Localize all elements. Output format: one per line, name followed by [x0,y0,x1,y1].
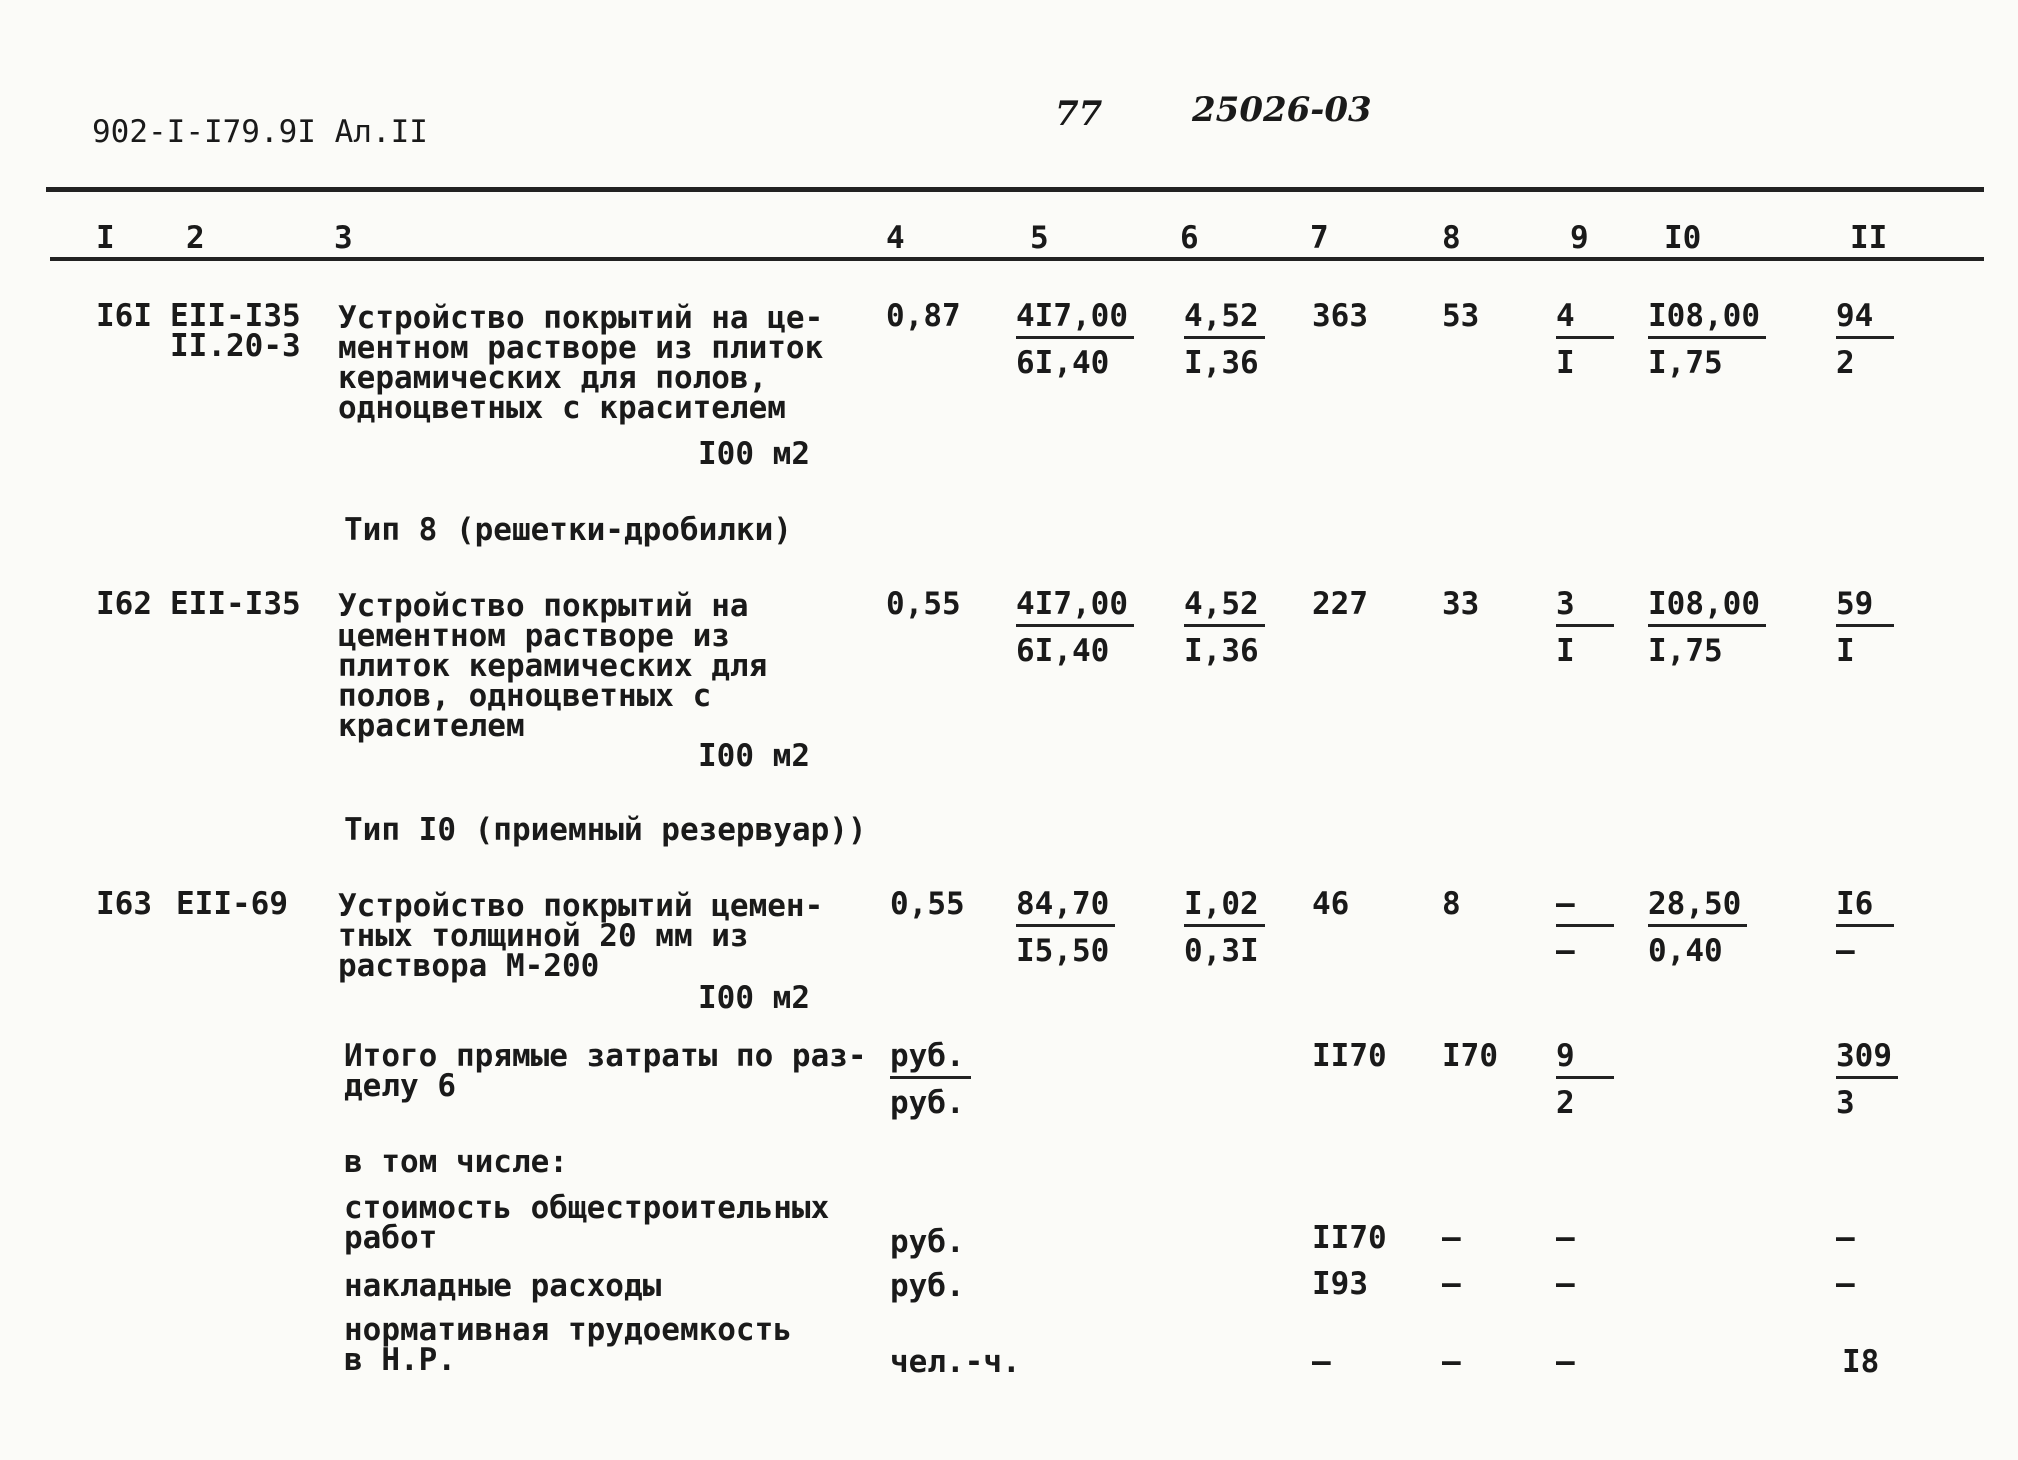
cell-col8: 8 [1442,886,1461,922]
subtotal-unit: руб. [890,1224,965,1260]
col-header-10: I0 [1664,220,1702,256]
cell-col9-den: I [1556,633,1575,669]
cell-col5-num: 84,70 [1016,888,1115,927]
row-desc-line: цементном растворе из [338,618,730,654]
cell-col7: 46 [1312,886,1350,922]
col-header-6: 6 [1180,220,1199,256]
cell-col9 [1556,888,1614,967]
cell-col6 [1184,300,1265,379]
including-label: в том числе: [344,1144,568,1180]
page-number: 77 [1055,94,1103,134]
totals-col9-den: 2 [1556,1085,1575,1121]
cell-col5 [1016,888,1115,967]
cell-col11 [1836,300,1894,379]
row-code: ЕII-69 [176,886,288,922]
totals-unit-num: руб. [890,1040,971,1079]
subtotal-col8: — [1442,1266,1461,1302]
row-desc-line: тных толщиной 20 мм из [338,918,749,954]
cell-col6-num: 4,52 [1184,300,1265,339]
subtotal-col7: II70 [1312,1220,1387,1256]
row-desc-line: Устройство покрытий на [338,588,749,624]
subtotal-unit: руб. [890,1268,965,1304]
cell-col5-den: I5,50 [1016,933,1110,969]
cell-col11 [1836,588,1894,667]
subtotal-label-line: работ [344,1220,438,1256]
row-desc-line: плиток керамических для [338,648,768,684]
row-desc-line: ментном растворе из плиток [338,330,824,366]
cell-col6 [1184,588,1265,667]
cell-col10-den: I,75 [1648,633,1723,669]
cell-col9-num: 3 [1556,588,1614,627]
cell-col10-num: I08,00 [1648,588,1766,627]
subtotal-col7: — [1312,1344,1331,1380]
cell-col5 [1016,588,1134,667]
cell-col6-den: I,36 [1184,345,1259,381]
row-desc-line: Устройство покрытий на це- [338,300,824,336]
col-header-9: 9 [1570,220,1589,256]
totals-label-line: делу 6 [344,1068,456,1104]
row-code-sub: II.20-3 [170,328,301,364]
subtotal-label-line: накладные расходы [344,1268,662,1304]
cell-col6-num: I,02 [1184,888,1265,927]
cell-col4: 0,55 [886,586,961,622]
row-desc-line: красителем [338,708,525,744]
row-unit: I00 м2 [698,980,810,1016]
row-unit: I00 м2 [698,436,810,472]
totals-col8: I70 [1442,1038,1498,1074]
cell-col10-den: 0,40 [1648,933,1723,969]
subtotal-col11: — [1836,1220,1855,1256]
cell-col7: 227 [1312,586,1368,622]
totals-col7: II70 [1312,1038,1387,1074]
section-heading: Тип 8 (решетки-дробилки) [344,512,792,548]
row-number: I6I [96,298,152,334]
totals-label-line: Итого прямые затраты по раз- [344,1038,867,1074]
cell-col9-den: I [1556,345,1575,381]
subtotal-col8: — [1442,1344,1461,1380]
cell-col9 [1556,588,1614,667]
col-header-1: I [96,220,115,256]
cell-col9-num: 4 [1556,300,1614,339]
totals-col9 [1556,1040,1614,1119]
cell-col8: 33 [1442,586,1480,622]
stamp-number: 25026-03 [1192,90,1372,130]
cell-col11-num: 59 [1836,588,1894,627]
col-header-3: 3 [334,220,353,256]
row-desc-line: полов, одноцветных с [338,678,712,714]
totals-col11-num: 309 [1836,1040,1898,1079]
totals-col9-num: 9 [1556,1040,1614,1079]
cell-col9-num: — [1556,888,1614,927]
cell-col5-num: 4I7,00 [1016,300,1134,339]
cell-col7: 363 [1312,298,1368,334]
row-desc-line: керамических для полов, [338,360,768,396]
row-unit: I00 м2 [698,738,810,774]
cell-col10-num: I08,00 [1648,300,1766,339]
cell-col10 [1648,588,1766,667]
section-heading: Тип I0 (приемный резервуар)) [344,812,867,848]
cell-col4: 0,55 [890,886,965,922]
document-code: 902-I-I79.9I Ал.II [92,114,428,150]
subtotal-col9: — [1556,1266,1575,1302]
col-header-8: 8 [1442,220,1461,256]
cell-col10-den: I,75 [1648,345,1723,381]
totals-col11-den: 3 [1836,1085,1855,1121]
col-header-2: 2 [186,220,205,256]
col-header-7: 7 [1310,220,1329,256]
subtotal-col7: I93 [1312,1266,1368,1302]
header-rule [50,257,1984,261]
row-desc-line: Устройство покрытий цемен- [338,888,824,924]
cell-col11-num: I6 [1836,888,1894,927]
col-header-4: 4 [886,220,905,256]
totals-col11 [1836,1040,1898,1119]
cell-col6-den: 0,3I [1184,933,1259,969]
cell-col8: 53 [1442,298,1480,334]
cell-col9-den: — [1556,933,1575,969]
cell-col10 [1648,300,1766,379]
row-code: ЕII-I35 [170,586,301,622]
row-number: I63 [96,886,152,922]
cell-col5-num: 4I7,00 [1016,588,1134,627]
subtotal-unit: чел.-ч. [890,1344,1021,1380]
subtotal-label-line: в Н.Р. [344,1342,456,1378]
row-desc-line: одноцветных с красителем [338,390,786,426]
cell-col5-den: 6I,40 [1016,345,1110,381]
col-header-5: 5 [1030,220,1049,256]
row-number: I62 [96,586,152,622]
subtotal-col8: — [1442,1220,1461,1256]
top-rule [46,187,1984,192]
cell-col5-den: 6I,40 [1016,633,1110,669]
cell-col11-den: — [1836,933,1855,969]
cell-col5 [1016,300,1134,379]
cell-col9 [1556,300,1614,379]
cell-col10 [1648,888,1747,967]
cell-col11-num: 94 [1836,300,1894,339]
subtotal-label-line: нормативная трудоемкость [344,1312,792,1348]
subtotal-col9: — [1556,1220,1575,1256]
subtotal-col11: I8 [1842,1344,1880,1380]
row-desc-line: раствора М-200 [338,948,600,984]
totals-unit-den: руб. [890,1085,965,1121]
col-header-11: II [1850,220,1888,256]
subtotal-col9: — [1556,1344,1575,1380]
subtotal-col11: — [1836,1266,1855,1302]
cell-col6-den: I,36 [1184,633,1259,669]
cell-col6 [1184,888,1265,967]
cell-col11-den: 2 [1836,345,1855,381]
cell-col4: 0,87 [886,298,961,334]
cell-col11-den: I [1836,633,1855,669]
cell-col11 [1836,888,1894,967]
totals-unit [890,1040,971,1119]
cell-col6-num: 4,52 [1184,588,1265,627]
row-code: EII-I35 [170,298,301,334]
subtotal-label-line: стоимость общестроительных [344,1190,830,1226]
cell-col10-num: 28,50 [1648,888,1747,927]
